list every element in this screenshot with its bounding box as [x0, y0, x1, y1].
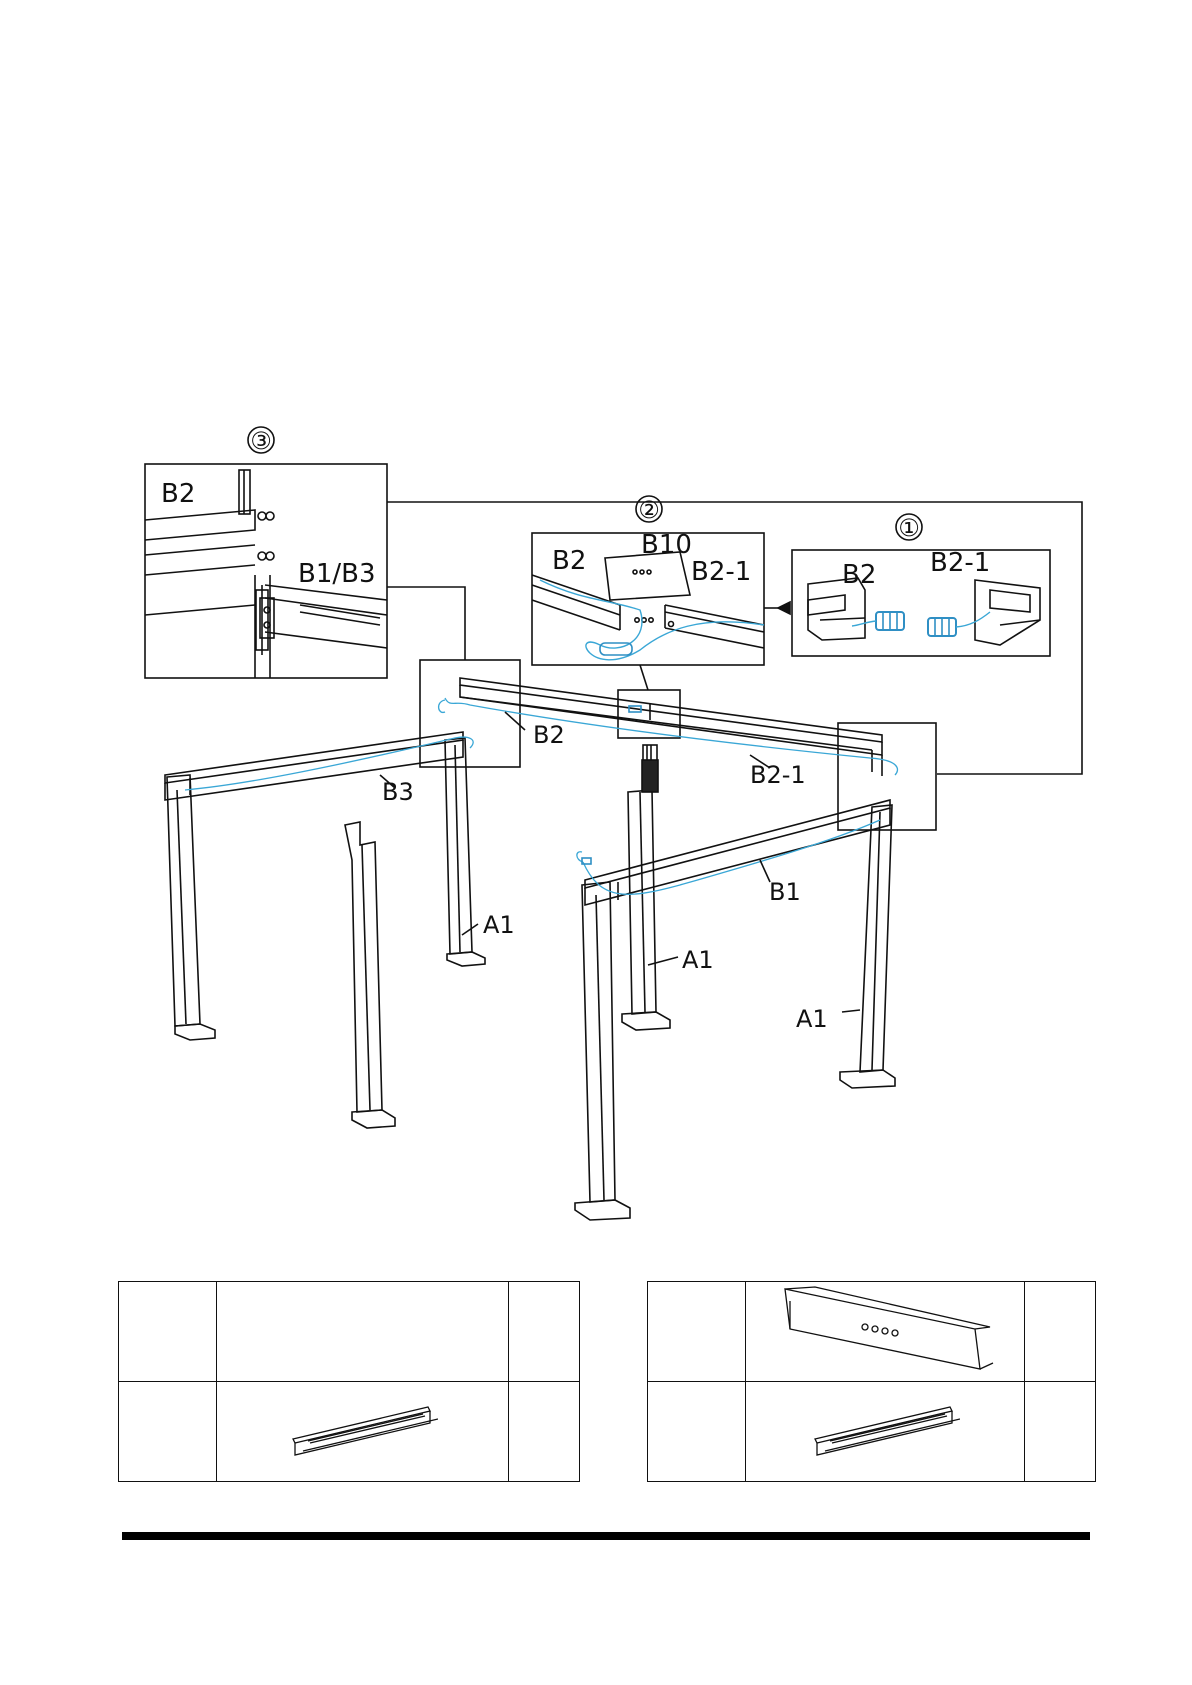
callout-box-left	[420, 660, 520, 767]
part-id-cell	[648, 1282, 746, 1382]
main-label-b21: B2-1	[750, 761, 806, 789]
wire-detail-2	[540, 580, 764, 660]
table-row	[648, 1282, 1096, 1382]
parts-table-right	[647, 1281, 1096, 1482]
detail2-label-b21: B2-1	[691, 557, 752, 587]
parts-table-left	[118, 1281, 580, 1482]
part-id-cell	[119, 1282, 217, 1382]
part-image-cell	[217, 1382, 509, 1482]
main-label-a1-back: A1	[483, 911, 515, 939]
right-rear-post	[622, 745, 670, 1030]
main-label-b1: B1	[769, 878, 801, 906]
rail-channel-icon	[810, 1399, 960, 1459]
detail-3-panel	[145, 427, 387, 678]
detail1-label-b21: B2-1	[930, 548, 991, 578]
leader-detail3-to-main	[387, 587, 465, 660]
step-1-marker: ①	[898, 514, 920, 542]
wire-right-frame	[583, 820, 880, 894]
detail1-label-b2: B2	[842, 560, 877, 590]
left-frame	[165, 732, 485, 1040]
center-post	[345, 822, 395, 1128]
footer-rule	[122, 1532, 1090, 1540]
part-image-cell	[746, 1382, 1025, 1482]
leader-detail2-to-main	[640, 665, 648, 690]
part-image-cell	[746, 1282, 1025, 1382]
detail3-label-b2: B2	[161, 479, 196, 509]
part-qty-cell	[1025, 1382, 1096, 1482]
part-id-cell	[119, 1382, 217, 1482]
main-label-a1-right: A1	[796, 1005, 828, 1033]
part-qty-cell	[509, 1382, 580, 1482]
leader-detail1-to-main	[387, 502, 1082, 774]
main-label-a1-middle: A1	[682, 946, 714, 974]
part-qty-cell	[1025, 1282, 1096, 1382]
table-row	[119, 1382, 580, 1482]
callout-box-right	[838, 723, 936, 830]
wire-top-beam	[445, 698, 897, 775]
step-3-marker: ③	[250, 427, 272, 455]
detail2-label-b2: B2	[552, 546, 587, 576]
table-row	[119, 1282, 580, 1382]
detail2-label-b10: B10	[641, 530, 692, 560]
detail-1-panel	[792, 514, 1050, 656]
top-beam	[460, 678, 882, 776]
main-label-b3: B3	[382, 778, 414, 806]
table-row	[648, 1382, 1096, 1482]
part-id-cell	[648, 1382, 746, 1482]
step-2-marker: ②	[638, 496, 660, 524]
connector-plate-icon	[775, 1283, 995, 1375]
main-label-b2: B2	[533, 721, 565, 749]
right-frame	[575, 800, 895, 1220]
part-qty-cell	[509, 1282, 580, 1382]
detail3-label-b1b3: B1/B3	[298, 559, 376, 589]
part-image-cell	[217, 1282, 509, 1382]
rail-channel-icon	[288, 1399, 438, 1459]
